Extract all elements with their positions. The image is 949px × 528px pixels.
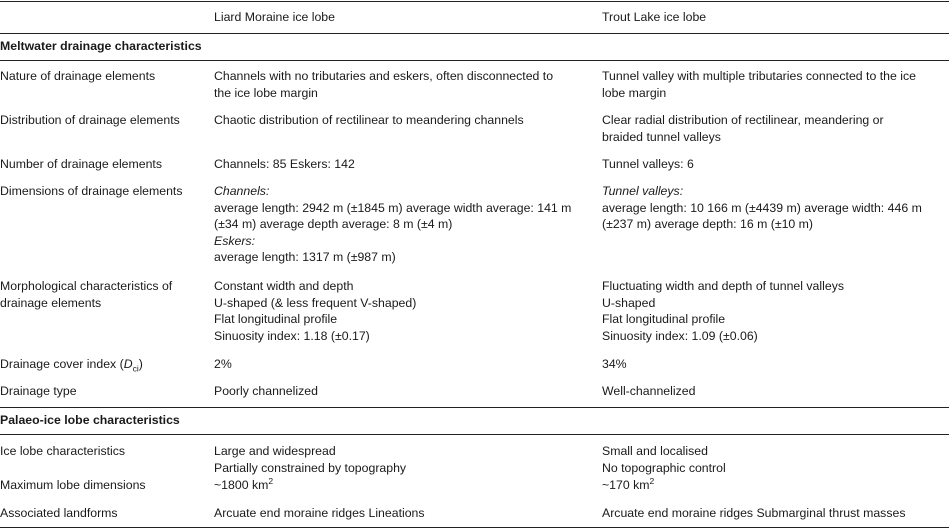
row-label: Dimensions of drainage elements bbox=[0, 184, 183, 198]
label-text: ) bbox=[138, 357, 143, 371]
cell-line: average length: 10 166 m (±4439 m) average width: 446 m bbox=[602, 200, 922, 215]
superscript: 2 bbox=[268, 475, 274, 486]
cell-line: Channels: bbox=[214, 184, 270, 198]
cell-trout bbox=[602, 505, 905, 522]
cell-liard bbox=[214, 112, 524, 129]
cell-line: Large and widespread bbox=[214, 444, 336, 458]
section-rule bbox=[0, 434, 949, 435]
cell-line: Tunnel valleys: 6 bbox=[602, 157, 694, 171]
header-rule bbox=[0, 33, 949, 34]
cell-liard bbox=[214, 443, 406, 476]
column-header-liard: Liard Moraine ice lobe bbox=[214, 10, 335, 24]
cell-line: average length: 1317 m (±987 m) bbox=[214, 250, 396, 264]
column-header-trout: Trout Lake ice lobe bbox=[602, 10, 707, 24]
row-label bbox=[0, 356, 205, 373]
cell-line: Clear radial distribution of rectilinear, meandering or bbox=[602, 113, 884, 127]
section-title-meltwater: Meltwater drainage characteristics bbox=[0, 39, 202, 53]
row-label: Associated landforms bbox=[0, 506, 118, 520]
cell-trout bbox=[602, 477, 654, 494]
cell-line: Well-channelized bbox=[602, 384, 696, 398]
cell-line: Channels with no tributaries and eskers, often disconnected to bbox=[214, 69, 554, 83]
row-label: Drainage type bbox=[0, 384, 77, 398]
cell-line: (±237 m) average depth: 16 m (±10 m) bbox=[602, 217, 814, 231]
superscript: 2 bbox=[649, 475, 655, 486]
cell-line: Tunnel valley with multiple tributaries connected to the ice bbox=[602, 69, 916, 83]
cell-line: Sinuosity index: 1.09 (±0.06) bbox=[602, 328, 758, 343]
cell-trout bbox=[602, 443, 726, 476]
row-label: Ice lobe characteristics bbox=[0, 444, 126, 458]
cell-line: braided tunnel valleys bbox=[602, 129, 721, 144]
cell-liard bbox=[214, 383, 318, 400]
section-rule bbox=[0, 407, 949, 408]
label-subscript: ci bbox=[132, 363, 139, 374]
cell-line: U-shaped bbox=[602, 295, 656, 310]
cell-line: Poorly channelized bbox=[214, 384, 318, 398]
cell-trout bbox=[602, 183, 922, 233]
row-label: Nature of drainage elements bbox=[0, 69, 156, 83]
cell-line: the ice lobe margin bbox=[214, 85, 318, 100]
cell-line: Constant width and depth bbox=[214, 279, 354, 293]
cell-line: (±34 m) average depth average: 8 m (±4 m) bbox=[214, 217, 453, 231]
section-rule bbox=[0, 60, 949, 61]
cell-liard bbox=[214, 278, 416, 344]
cell-line: Arcuate end moraine ridges Submarginal thrust masses bbox=[602, 506, 906, 520]
cell-line: U-shaped (& less frequent V-shaped) bbox=[214, 295, 417, 310]
cell-liard bbox=[214, 505, 425, 522]
cell-trout bbox=[602, 383, 695, 400]
table-top-rule bbox=[0, 1, 949, 2]
cell-line: Eskers: bbox=[214, 233, 255, 248]
cell-trout bbox=[602, 112, 884, 145]
cell-line: Flat longitudinal profile bbox=[214, 312, 338, 326]
cell-line: ~1800 km bbox=[214, 478, 269, 492]
row-label: Number of drainage elements bbox=[0, 157, 162, 171]
cell-line: Small and localised bbox=[602, 444, 708, 458]
cell-trout bbox=[602, 68, 916, 101]
row-label: Maximum lobe dimensions bbox=[0, 478, 146, 492]
cell-line: 2% bbox=[214, 357, 232, 371]
cell-line: Tunnel valleys: bbox=[602, 184, 684, 198]
cell-line: 34% bbox=[602, 357, 627, 371]
label-text: Drainage cover index ( bbox=[0, 357, 124, 371]
section-title-palaeo-ice-lobe: Palaeo-ice lobe characteristics bbox=[0, 413, 180, 427]
cell-line: Fluctuating width and depth of tunnel valleys bbox=[602, 279, 844, 293]
cell-line: Arcuate end moraine ridges Lineations bbox=[214, 506, 425, 520]
cell-liard bbox=[214, 477, 273, 494]
cell-liard bbox=[214, 183, 571, 266]
cell-line: average length: 2942 m (±1845 m) average width average: 141 m bbox=[214, 200, 572, 215]
cell-line: Channels: 85 Eskers: 142 bbox=[214, 157, 355, 171]
row-label: Morphological characteristics of drainage elements bbox=[0, 279, 173, 310]
cell-trout bbox=[602, 356, 627, 373]
row-label: Distribution of drainage elements bbox=[0, 113, 180, 127]
cell-liard bbox=[214, 68, 553, 101]
label-variable: D bbox=[123, 357, 133, 371]
cell-line: Chaotic distribution of rectilinear to meandering channels bbox=[214, 113, 524, 127]
cell-line: Flat longitudinal profile bbox=[602, 312, 726, 326]
cell-line: No topographic control bbox=[602, 460, 726, 475]
cell-trout bbox=[602, 278, 844, 344]
cell-trout bbox=[602, 156, 694, 173]
cell-liard bbox=[214, 356, 232, 373]
cell-liard bbox=[214, 156, 355, 173]
cell-line: ~170 km bbox=[602, 478, 650, 492]
cell-line: Sinuosity index: 1.18 (±0.17) bbox=[214, 328, 370, 343]
cell-line: lobe margin bbox=[602, 85, 667, 100]
cell-line: Partially constrained by topography bbox=[214, 460, 407, 475]
